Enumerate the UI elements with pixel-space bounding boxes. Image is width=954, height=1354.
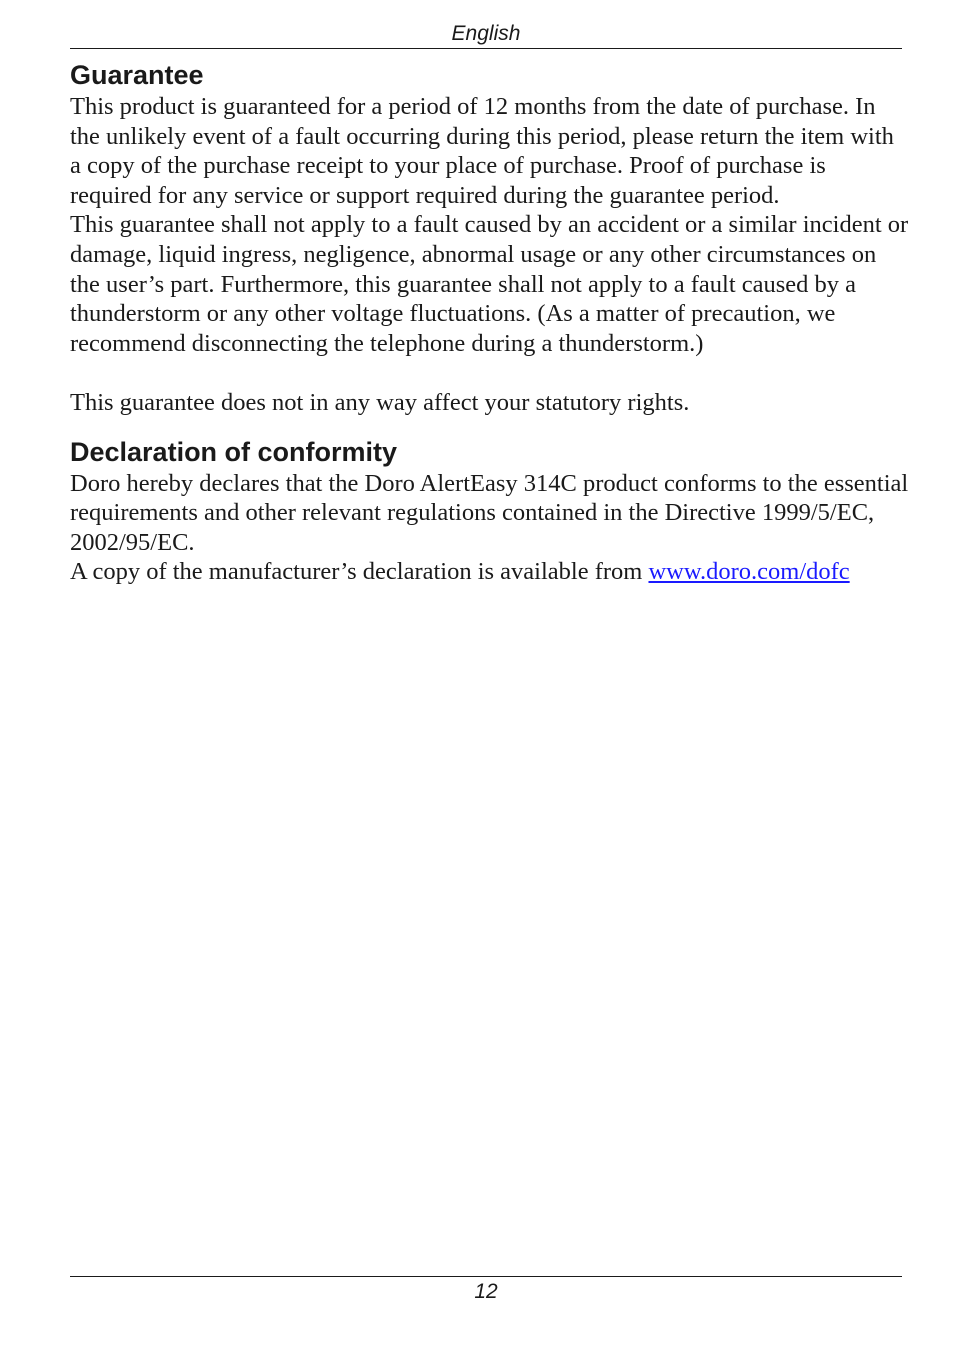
footer-divider — [70, 1276, 902, 1277]
header-language-label: English — [451, 22, 521, 45]
conformity-paragraph-2 — [70, 557, 910, 587]
paragraph-spacer — [70, 358, 910, 388]
guarantee-section — [70, 58, 910, 418]
conformity-heading: Declaration of conformity — [70, 436, 398, 467]
conformity-section — [70, 435, 910, 587]
declaration-link[interactable]: www.doro.com/dofc — [648, 558, 850, 586]
guarantee-heading: Guarantee — [70, 60, 204, 90]
document-page — [70, 0, 909, 1354]
guarantee-paragraph-2: This guarantee shall not apply to a fault caused by an accident or a similar incident or damage, liquid ingress, negligence, abnormal usage or any other circumstances on the user’s part. Furthermore, this guarantee shall not apply to a fault caused by a thunderstorm or any other voltage fluctuations. (As a matter of precaution, we recommend disconnecting the telephone during a thunderstorm.) — [70, 211, 909, 357]
page-number: 12 — [474, 1280, 498, 1303]
header-divider — [70, 48, 902, 49]
guarantee-paragraph-3: This guarantee does not in any way affect your statutory rights. — [70, 388, 690, 416]
conformity-paragraph-1: Doro hereby declares that the Doro AlertEasy 314C product conforms to the essential requirements and other relevant regulations contained in the Directive 1999/5/EC, 2002/95/EC. — [70, 469, 909, 556]
conformity-paragraph-2-text: A copy of the manufacturer’s declaration is available from — [70, 558, 649, 586]
guarantee-paragraph-1: This product is guaranteed for a period of 12 months from the date of purchase. In the unlikely event of a fault occurring during this period, please return the item with a copy of the purchase receipt to your place of purchase. Proof of purchase is required for any service or support required during the guarantee period. — [70, 93, 894, 209]
page-content — [70, 58, 910, 587]
